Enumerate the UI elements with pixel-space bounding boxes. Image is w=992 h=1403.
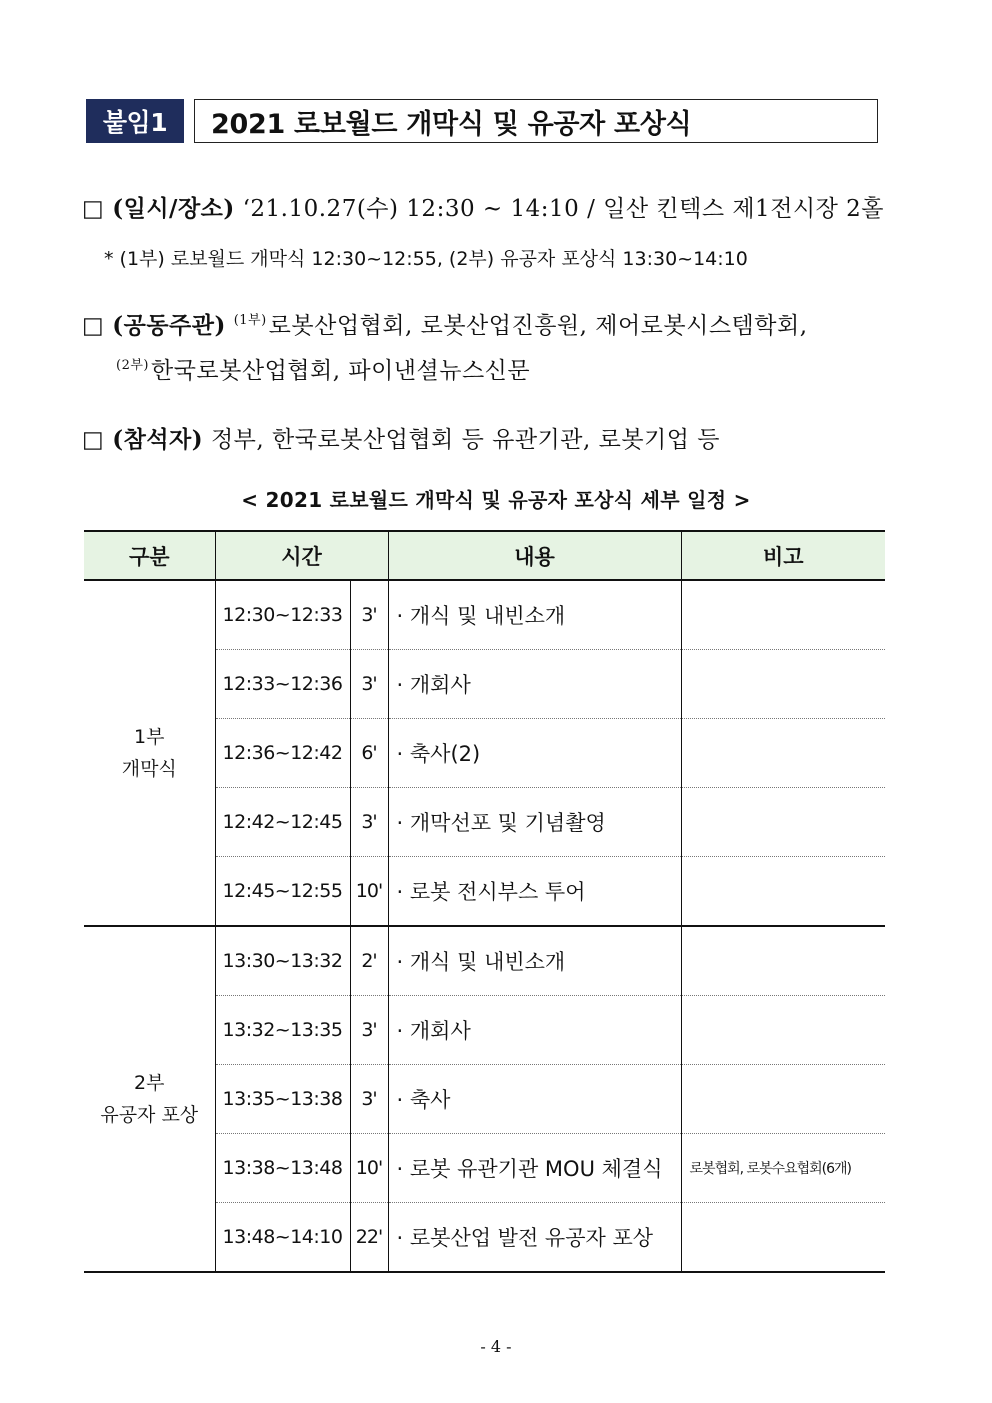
hosts-line <box>82 307 808 340</box>
schedule-table <box>84 530 885 1273</box>
when-where-sub: * (1부) 로보월드 개막식 12:30~12:55, (2부) 유공자 포상식 13:30~14:10 <box>104 248 748 270</box>
document-title: 2021 로보월드 개막식 및 유공자 포상식 <box>194 99 878 143</box>
when-where-line <box>82 190 884 223</box>
header-division: 구분 <box>84 531 215 580</box>
content-cell: · 축사(2) <box>388 719 681 788</box>
time-cell: 13:32~13:35 <box>215 996 350 1065</box>
hosts-label: (공동주관) <box>112 312 226 339</box>
content-cell: · 개회사 <box>388 650 681 719</box>
duration-cell: 3' <box>350 788 388 857</box>
time-cell: 13:48~14:10 <box>215 1203 350 1273</box>
note-cell <box>681 1065 885 1134</box>
section-number: 1부 <box>134 726 165 748</box>
time-cell: 13:30~13:32 <box>215 926 350 996</box>
checkbox-icon: □ <box>82 427 105 453</box>
content-cell: · 로봇 유관기관 MOU 체결식 <box>388 1134 681 1203</box>
note-cell <box>681 996 885 1065</box>
duration-cell: 3' <box>350 996 388 1065</box>
time-cell: 12:42~12:45 <box>215 788 350 857</box>
duration-cell: 3' <box>350 1065 388 1134</box>
checkbox-icon: □ <box>82 196 105 222</box>
table-row <box>84 580 885 650</box>
note-cell <box>681 580 885 650</box>
section-part2 <box>84 926 215 1272</box>
schedule-caption: < 2021 로보월드 개막식 및 유공자 포상식 세부 일정 > <box>241 488 751 512</box>
content-cell: · 축사 <box>388 1065 681 1134</box>
table-row <box>84 926 885 996</box>
attendees-label: (참석자) <box>112 426 204 453</box>
checkbox-icon: □ <box>82 313 105 339</box>
attendees-line <box>82 421 720 454</box>
note-cell <box>681 650 885 719</box>
header-content: 내용 <box>388 531 681 580</box>
duration-cell: 10' <box>350 857 388 927</box>
note-cell: 로봇협회, 로봇수요협회(6개) <box>681 1134 885 1203</box>
time-cell: 12:33~12:36 <box>215 650 350 719</box>
note-cell <box>681 719 885 788</box>
hosts-part1-text: 로봇산업협회, 로봇산업진흥원, 제어로봇시스템학회, <box>268 313 808 339</box>
note-cell <box>681 926 885 996</box>
content-cell: · 개식 및 내빈소개 <box>388 926 681 996</box>
hosts-part2-tag: (2부) <box>116 358 149 373</box>
duration-cell: 3' <box>350 580 388 650</box>
content-cell: · 로봇산업 발전 유공자 포상 <box>388 1203 681 1273</box>
table-header-row <box>84 531 885 580</box>
page-number: - 4 - <box>480 1337 512 1356</box>
when-where-text: ‘21.10.27(수) 12:30 ~ 14:10 / 일산 킨텍스 제1전시장 2홀 <box>242 196 885 222</box>
duration-cell: 10' <box>350 1134 388 1203</box>
time-cell: 13:38~13:48 <box>215 1134 350 1203</box>
section-part1 <box>84 580 215 926</box>
duration-cell: 2' <box>350 926 388 996</box>
content-cell: · 로봇 전시부스 투어 <box>388 857 681 927</box>
note-cell <box>681 788 885 857</box>
time-cell: 12:30~12:33 <box>215 580 350 650</box>
header-time: 시간 <box>215 531 388 580</box>
section-title: 유공자 포상 <box>100 1104 199 1126</box>
content-cell: · 개식 및 내빈소개 <box>388 580 681 650</box>
note-cell <box>681 1203 885 1273</box>
hosts-part2-text: 한국로봇산업협회, 파이낸셜뉴스신문 <box>150 358 531 384</box>
header-note: 비고 <box>681 531 885 580</box>
duration-cell: 22' <box>350 1203 388 1273</box>
attachment-badge: 붙임1 <box>86 99 184 143</box>
content-cell: · 개막선포 및 기념촬영 <box>388 788 681 857</box>
when-where-label: (일시/장소) <box>112 195 235 222</box>
content-cell: · 개회사 <box>388 996 681 1065</box>
section-title: 개막식 <box>121 758 177 780</box>
attendees-text: 정부, 한국로봇산업협회 등 유관기관, 로봇기업 등 <box>210 427 721 453</box>
time-cell: 12:45~12:55 <box>215 857 350 927</box>
time-cell: 13:35~13:38 <box>215 1065 350 1134</box>
hosts-part1-tag: (1부) <box>233 313 267 328</box>
duration-cell: 6' <box>350 719 388 788</box>
section-number: 2부 <box>134 1072 165 1094</box>
time-cell: 12:36~12:42 <box>215 719 350 788</box>
hosts-line-2 <box>116 352 530 385</box>
note-cell <box>681 857 885 927</box>
duration-cell: 3' <box>350 650 388 719</box>
